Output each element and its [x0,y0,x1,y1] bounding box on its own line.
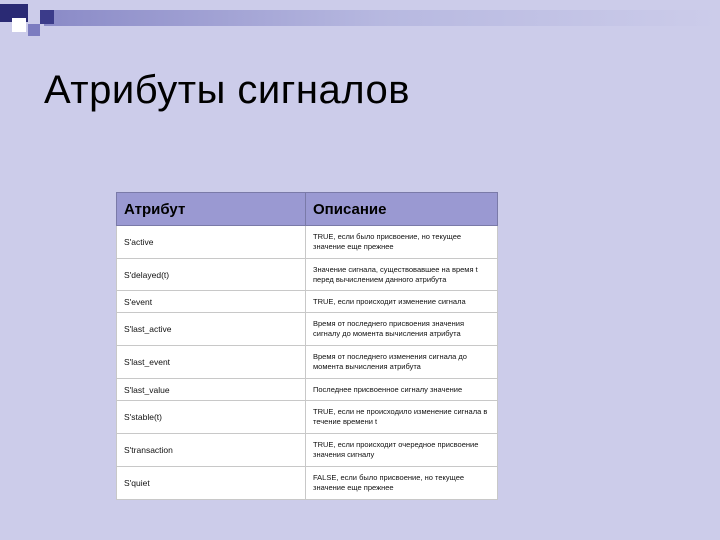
description-cell: TRUE, если происходит изменение сигнала [306,291,498,313]
description-cell: TRUE, если было присвоение, но текущее значение еще прежнее [306,226,498,259]
table-row [117,379,498,401]
attribute-cell: S'stable(t) [117,401,306,434]
attribute-cell: S'quiet [117,467,306,500]
header-description: Описание [306,193,498,226]
decorative-header-band [0,0,720,40]
table-row [117,467,498,500]
description-cell: Значение сигнала, существовавшее на время t перед вычислением данного атрибута [306,259,498,291]
description-cell: TRUE, если происходит очередное присвоение значения сигналу [306,434,498,467]
table-header-row [117,193,498,226]
dark-square-2 [40,10,54,24]
attributes-table [116,192,498,500]
attribute-cell: S'transaction [117,434,306,467]
description-cell: Время от последнего присвоения значения сигналу до момента вычисления атрибута [306,313,498,346]
header-attribute: Атрибут [117,193,306,226]
table-row [117,226,498,259]
table-row [117,401,498,434]
attribute-cell: S'last_event [117,346,306,379]
attribute-cell: S'last_active [117,313,306,346]
table-row [117,313,498,346]
attribute-cell: S'event [117,291,306,313]
attribute-cell: S'active [117,226,306,259]
description-cell: TRUE, если не происходило изменение сигнала в течение времени t [306,401,498,434]
table-row [117,346,498,379]
light-square [28,24,40,36]
header-gradient-bar [44,10,720,26]
description-cell: Последнее присвоенное сигналу значение [306,379,498,401]
table-row [117,259,498,291]
description-cell: Время от последнего изменения сигнала до момента вычисления атрибута [306,346,498,379]
attribute-cell: S'last_value [117,379,306,401]
attribute-cell: S'delayed(t) [117,259,306,291]
table-row [117,291,498,313]
description-cell: FALSE, если было присвоение, но текущее значение еще прежнее [306,467,498,500]
slide-title: Атрибуты сигналов [44,68,410,112]
table-row [117,434,498,467]
white-square [12,18,26,32]
